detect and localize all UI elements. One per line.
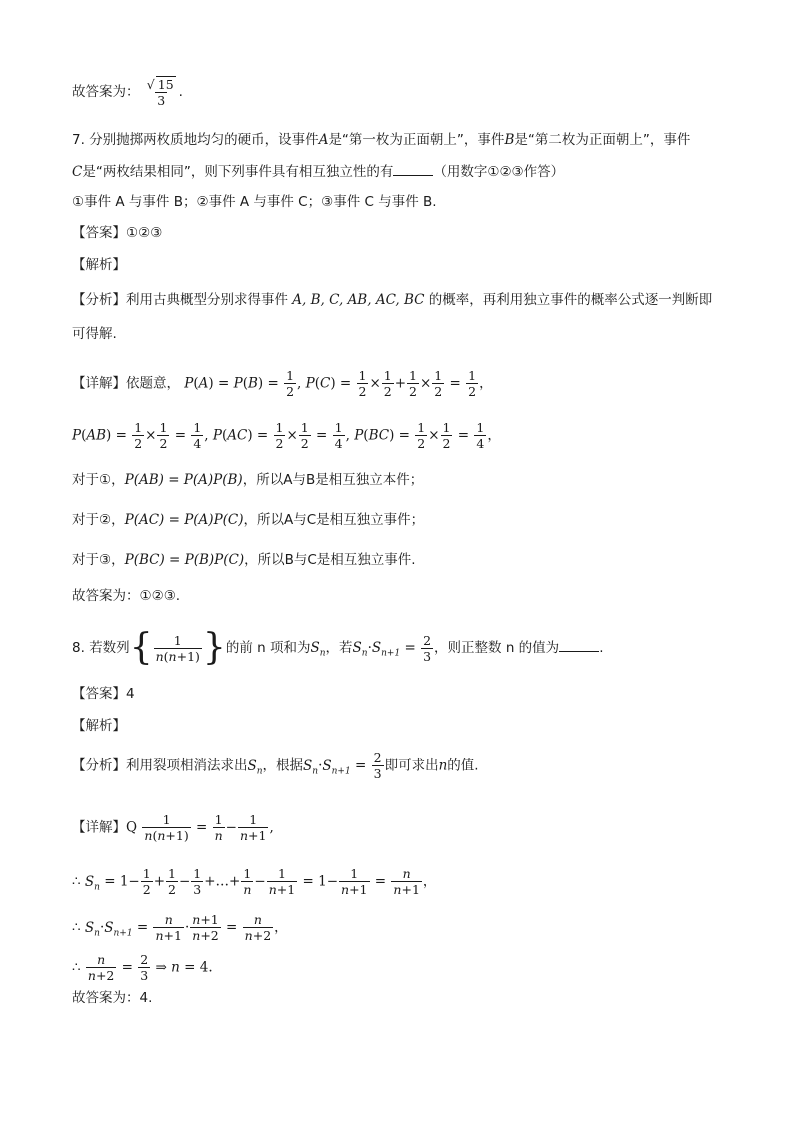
q7-answer (72, 223, 162, 243)
fenxi-text1: 利用古典概型分别求得事件 (126, 292, 288, 308)
check3-expr: P(BC) = P(B)P(C) (124, 552, 245, 568)
q8-text4: ，则正整数 n 的值为 (434, 640, 560, 656)
q8-detail-3: ∴ $S_n\cdot S_{n+1}$ = $\frac{n}{n+1}$ · $\frac{n+1}{n+2}$ = $\frac{n}{n+2}$ ， (72, 912, 288, 943)
fenxi-text2: ，根据 (262, 757, 304, 774)
check1-text: ，所以A与B是相互独立本件； (242, 472, 424, 488)
q8-number: 8. (72, 640, 85, 656)
check1-prefix: 对于①， (72, 472, 125, 488)
q8-final-text: 故答案为：4. (72, 990, 153, 1006)
q8-text1: 若数列 (89, 640, 130, 656)
detail-intro: 依题意， (126, 375, 180, 392)
check1-expr: P(AB) = P(A)P(B) (124, 472, 243, 488)
sqrt-radicand: 15 (157, 77, 174, 92)
q7-options-text: ①事件 A 与事件 B；②事件 A 与事件 C；③事件 C 与事件 B. (72, 194, 437, 210)
check3-text: ，所以B与C是相互独立事件. (244, 552, 416, 568)
q8-detail-1: 【详解】Q $\frac{1}{n(n+1)}$ = $\frac{1}{n}$ − $\frac{1}{n+1}$ , (72, 812, 274, 843)
check3-prefix: 对于③， (72, 552, 125, 568)
q7-final (72, 586, 180, 606)
period: . (178, 84, 183, 100)
q7-check2 (72, 510, 424, 530)
answer-blank (393, 161, 433, 176)
q7-options (72, 192, 437, 212)
q7-line1: 7. 分别抛掷两枚质地均匀的硬币，设事件A是“第一枚为正面朝上”，事件B是“第二枚为正面朝上”，事件 (72, 132, 691, 148)
q8-detail-2: ∴ $S_n = 1-$ $\frac{1}{2}$ + $\frac{1}{2}$ − $\frac{1}{3}$ +…+ $\frac{1}{n}$ − $\frac{1}{n+1}$ = 1− $\frac{1}{n+1}$ = $\frac{n}{n+1}$ ， (72, 866, 437, 897)
check2-text: ，所以A与C是相互独立事件； (243, 512, 425, 528)
check2-expr: P(AC) = P(A)P(C) (124, 512, 244, 528)
q8-line: 8. 若数列{ $\frac{1}{n(n+1)}$ }的前 n 项和为$S_n$，若$S_n\cdot S_{n+1}$ = $\frac{2}{3}$ ，则正整数 n 的值为 . (72, 627, 604, 668)
q8-text3: ，若 (325, 640, 353, 656)
check2-prefix: 对于②， (72, 512, 125, 528)
jiexi-tag: 【解析】 (72, 718, 126, 734)
fraction-denominator: 3 (157, 93, 166, 108)
detail-tag: 【详解】 (72, 819, 126, 836)
q8-answer (72, 684, 135, 704)
answer-tag: 【答案】 (72, 225, 126, 241)
answer-fraction: $\frac{√ 15}{3}$ (146, 77, 174, 108)
q8-fenxi: 【分析】利用裂项相消法求出$S_n$，根据$S_n\cdot S_{n+1}$ = $\frac{2}{3}$ 即可求出n的值. (72, 750, 479, 781)
q7-hint: （用数字①②③作答） (433, 164, 565, 180)
answer-blank (559, 637, 599, 652)
q7-line2: C是“两枚结果相同”，则下列事件具有相互独立性的有 （用数字①②③作答） (72, 161, 564, 182)
fenxi-text4: 的值. (447, 757, 479, 774)
q7-check1 (72, 470, 423, 490)
q7-a-def: 是“第一枚为正面朝上”，事件 (328, 132, 505, 148)
q7-final-text: 故答案为：①②③. (72, 588, 181, 604)
fenxi-text1: 利用裂项相消法求出 (126, 757, 248, 774)
q8-text2: 的前 n 项和为 (225, 640, 311, 656)
answer-value: 4 (126, 686, 135, 702)
fenxi-text3: 即可求出 (384, 757, 439, 774)
jiexi-tag: 【解析】 (72, 257, 126, 273)
fenxi-tag: 【分析】 (72, 292, 126, 308)
fenxi-tag: 【分析】 (72, 757, 126, 774)
q7-fenxi-cont (72, 324, 117, 344)
q8-end: . (599, 640, 604, 656)
detail-tag: 【详解】 (72, 375, 126, 392)
q7-c-def: 是“两枚结果相同”，则下列事件具有相互独立性的有 (82, 164, 394, 180)
q8-detail-4: ∴ $\frac{n}{n+2}$ = $\frac{2}{3}$ ⇒ n = 4. (72, 952, 213, 983)
fenxi-text2: 的概率，再利用独立事件的概率公式逐一判断即 (428, 292, 713, 308)
prev-answer-line (72, 76, 183, 108)
q7-detail-1: 【详解】依题意， P(A) = P(B) = $\frac{1}{2}$ , P(C) = $\frac{1}{2}$ × $\frac{1}{2}$ + $\frac{1}{2}$ × $\frac{1}{2}$ = $\frac{1}{2}$ ， (72, 368, 493, 399)
q7-check3 (72, 550, 416, 570)
q7-number: 7. (72, 132, 85, 148)
q8-jiexi (72, 716, 126, 736)
fenxi-text3: 可得解. (72, 326, 117, 342)
answer-tag: 【答案】 (72, 686, 126, 702)
q7-text: 分别抛掷两枚质地均匀的硬币，设事件 (89, 132, 319, 148)
q8-final (72, 988, 152, 1008)
q7-b-def: 是“第二枚为正面朝上”，事件 (514, 132, 691, 148)
fenxi-events: A, B, C, AB, AC, BC (292, 292, 425, 308)
answer-value: ①②③ (126, 225, 163, 241)
q7-fenxi (72, 290, 712, 310)
q7-jiexi (72, 255, 126, 275)
q7-detail-2: P(AB) = $\frac{1}{2}$ × $\frac{1}{2}$ = $\frac{1}{4}$ , P(AC) = $\frac{1}{2}$ × $\frac{1}{2}$ = $\frac{1}{4}$ , P(BC) = $\frac{1}{2}$ × $\frac{1}{2}$ = $\frac{1}{4}$ ， (72, 420, 501, 451)
because-symbol: Q (126, 819, 138, 836)
answer-prefix: 故答案为： (72, 84, 140, 100)
